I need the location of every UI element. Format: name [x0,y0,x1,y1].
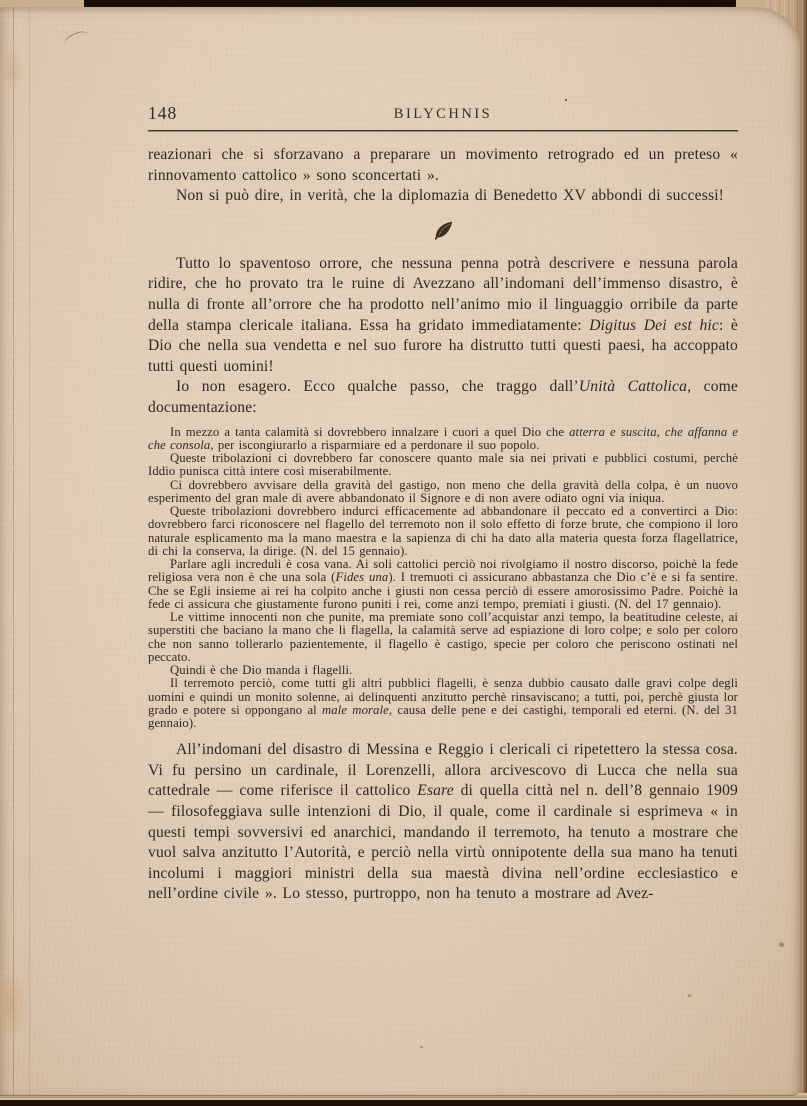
text-run: In mezzo a tanta calamità si dovrebbero innalzare i cuori a quel Dio che [170,424,570,439]
italic-text-run: Esare [417,782,454,800]
text-run: ). I tremuoti ci assicurano abbastanza che Dio c’è e si fa sentire. Che se Egli insieme ai rei ha colpito anche i giusti non cessa perciò di essere amorosissimo Padre. Poichè la fede ci assicura che giustamente furono puniti i rei, come anzi tempo, premiati i giusti. (N. del 17 gennaio). [148,570,739,611]
leaf-ornament [148,222,738,244]
italic-text-run: atterra e suscita, che affanna e che consola [148,424,739,452]
paragraph [148,452,738,479]
text-run: Non si può dire, in verità, che la diplomazia di Benedetto XV abbondi di successi! [176,187,725,205]
paper-speck [420,1046,423,1048]
text-run: : è Dio che nella sua vendetta e nel suo furore ha distrutto tutti questi paesi, ha accoppato tutti questi uomini! [148,316,738,375]
paragraph [148,479,738,506]
paragraph [148,664,738,677]
gutter-crease [13,7,14,1095]
gutter-crease [29,7,30,1095]
paragraph [148,740,738,905]
italic-text-run: Unità Cattolica [578,378,688,396]
journal-title: BILYCHNIS [393,106,493,122]
text-block [148,145,738,905]
paragraph [148,145,738,186]
italic-text-run: Digitus Dei est hic [589,316,719,334]
paragraph [148,558,738,611]
foxing-stain [0,969,28,1039]
paragraph [148,611,738,664]
text-run: All’indomani del disastro di Messina e Reggio i clericali ci ripetettero la stessa cosa. Vi fu persino un cardinale, il Lorenzelli, allora arcivescovo di Lucca che nella sua cattedrale — come riferisce il cattolico [148,741,738,800]
page-number: 148 [148,103,178,123]
paragraph [148,377,738,418]
italic-text-run: Fides una [335,570,389,585]
text-run: Le vittime innocenti non che punite, ma premiate sono coll’acquistar anzi tempo, la beatitudine celeste, ai superstiti che baciano la mano che li flagella, la calamità serve ad espiazione di loro colpe; e solo per coloro che non sanno tollerarlo pazientemente, il flagello è castigo, specie per coloro che periscono ostinati nel peccato. [148,610,738,664]
text-run: Il terremoto perciò, come tutti gli altri pubblici flagelli, è senza dubbio causato dalle gravi colpe degli uomini e quindi un monito solenne, ai delinquenti anzitutto perchè rinsaviscano; a tutti, poi, perchè giusta lor grado e potere si oppongano al [148,676,738,717]
text-run: Quindi è che Dio manda i flagelli. [170,663,353,678]
foxing-stain [2,47,24,93]
paragraph [148,677,738,730]
text-run: Queste tribolazioni ci dovrebbero far conoscere quanto male sia nei privati e pubblici costumi, perchè Iddio punisca città intere così miserabilmente. [148,451,738,479]
text-run: Tutto lo spaventoso orrore, che nessuna penna potrà descrivere e nessuna parola ridire, che ho provato tra le ruine di Avezzano all’indomani dell’immenso disastro, è nulla di fronte all’orrore che ha prodotto nell’animo mio il linguaggio orribile da parte della stampa clericale italiana. Essa ha gridato immediatamente: [148,254,738,334]
running-header [148,103,738,125]
text-run: , per iscongiurarlo a risparmiare ed a perdonare il suo popolo. [210,437,540,452]
text-run: di quella città nel n. dell’8 gennaio 1909 — filosofeggiava sulle intenzioni di Dio, il quale, come il cardinale si esprimeva « in questi tempi sovversivi ed anarchici, mandando il terremoto, ha tenuto a mostrare che vuol salva anzitutto l’Autorità, e perciò nella virtù onnipotente della sua mano ha tenuti incolumi i maggiori ministri della sua maestà divina nell’ordine ecclesiastico e nell’ordine civile ». Lo stesso, purtroppo, non ha tenuto a mostrare ad Avez- [148,782,738,903]
italic-text-run: male morale [322,702,389,717]
page-content [148,103,738,905]
text-run: Ci dovrebbero avvisare della gravità del gastigo, non meno che della gravità della colpa, è un nuovo esperimento del gran male di avere abbandonato il Signore e di non avere odiato ogni via iniqua. [148,477,738,505]
paper-speck [565,99,567,101]
paper-scratch [62,28,92,52]
text-run: Io non esagero. Ecco qualche passo, che traggo dall’ [176,378,579,396]
text-run: Queste tribolazioni dovrebbero indurci efficacemente ad abbandonare il peccato ed a convertirci a Dio: dovrebbero farci riconoscere nel flagello del terremoto non il solo effetto di forze brute, che compiono il loro naturale esplicamento ma la mano maestra e la sapienza di chi ha dato alla materia questa forza flagellatrice, di chi la conserva, la dirige. (N. del 15 gennaio). [148,504,738,558]
paragraph [148,254,738,378]
bottom-gap-shadow [0,1100,807,1106]
text-run: reazionari che si sforzavano a preparare un movimento retrogrado ed un preteso « rinnovamento cattolico » sono sconcertati ». [148,146,738,184]
paper-speck [688,994,691,997]
text-run: , causa delle pene e dei castighi, temporali ed eterni. (N. del 31 gennaio). [148,702,738,731]
paragraph [148,426,738,453]
paragraph [148,186,738,207]
book-page [0,7,800,1096]
text-run: Parlare agli increduli è cosa vana. Ai soli cattolici perciò noi rivolgiamo il nostro discorso, poichè la fede religiosa vera non è che una sola ( [148,557,738,585]
leaf-ornament-icon [429,219,457,242]
text-run: , come documentazione: [148,378,738,416]
paragraph [148,505,738,558]
paper-speck [779,942,784,947]
header-rule [148,130,738,132]
